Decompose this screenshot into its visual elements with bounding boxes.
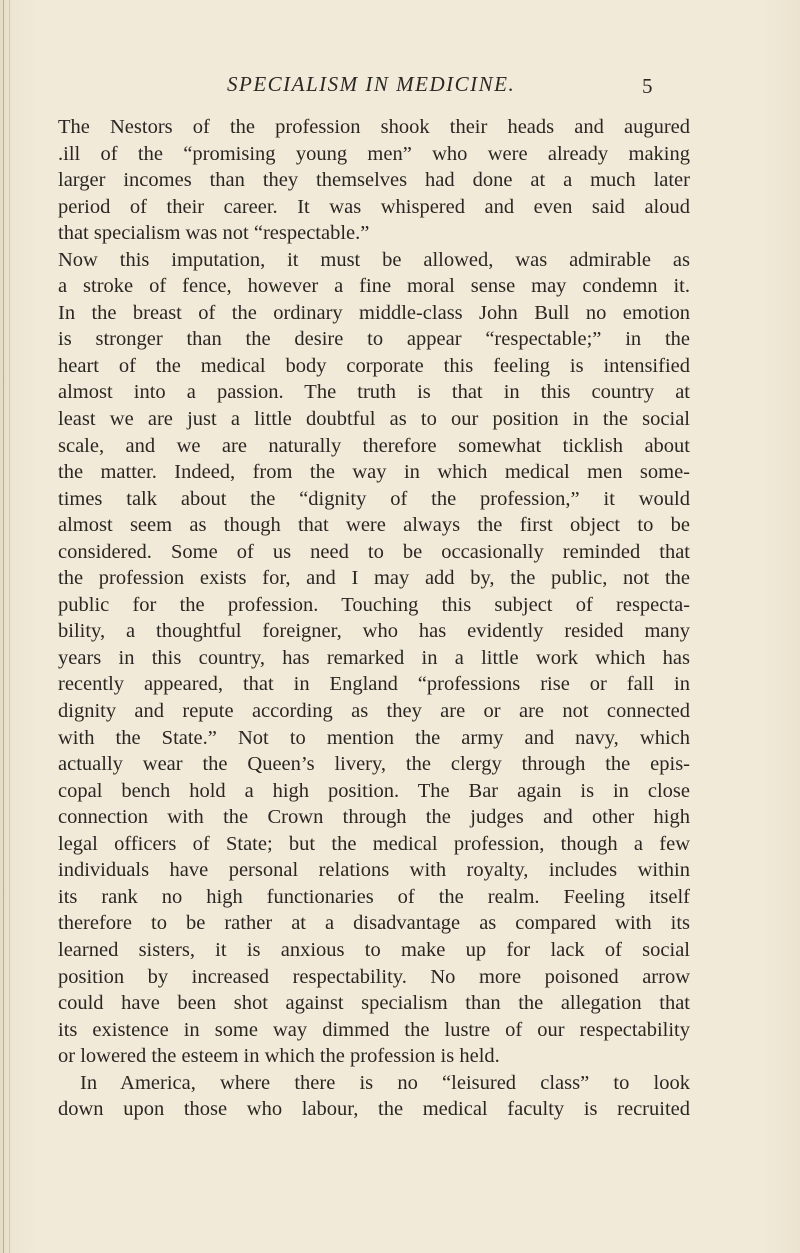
text-line: its existence in some way dimmed the lustre of our respectability bbox=[58, 1018, 690, 1041]
text-line: almost seem as though that were always the first object to be bbox=[58, 514, 690, 537]
text-line: learned sisters, it is anxious to make up for lack of social bbox=[58, 938, 690, 961]
text-line: the profession exists for, and I may add by, the public, not the bbox=[58, 567, 690, 590]
text-line: least we are just a little doubtful as to our position in the social bbox=[58, 408, 690, 431]
page-number: 5 bbox=[642, 74, 653, 98]
binding-edge-line bbox=[3, 0, 4, 1253]
text-line: scale, and we are naturally therefore somewhat ticklish about bbox=[58, 434, 690, 457]
text-line: In America, where there is no “leisured class” to look bbox=[80, 1071, 690, 1094]
text-line: is stronger than the desire to appear “respectable;” in the bbox=[58, 328, 690, 351]
text-line: considered. Some of us need to be occasionally reminded that bbox=[58, 540, 690, 563]
text-line: connection with the Crown through the judges and other high bbox=[58, 806, 690, 829]
text-line: down upon those who labour, the medical faculty is recruited bbox=[58, 1098, 690, 1121]
binding-edge-line-secondary bbox=[9, 0, 10, 1253]
text-line: years in this country, has remarked in a little work which has bbox=[58, 646, 690, 669]
text-line: therefore to be rather at a disadvantage as compared with its bbox=[58, 912, 690, 935]
running-head-title: SPECIALISM IN MEDICINE. bbox=[227, 72, 516, 96]
text-line: or lowered the esteem in which the profession is held. bbox=[58, 1045, 500, 1068]
text-line: dignity and repute according as they are or are not connected bbox=[58, 700, 690, 723]
text-line: period of their career. It was whispered and even said aloud bbox=[58, 195, 690, 218]
text-line: The Nestors of the profession shook their heads and augured bbox=[58, 116, 690, 138]
running-head bbox=[0, 72, 800, 102]
text-line: Now this imputation, it must be allowed, was admirable as bbox=[58, 248, 690, 271]
text-line: almost into a passion. The truth is that in this country at bbox=[58, 381, 690, 404]
text-line: recently appeared, that in England “professions rise or fall in bbox=[58, 673, 690, 696]
text-line: bility, a thoughtful foreigner, who has evidently resided many bbox=[58, 620, 690, 643]
text-line: legal officers of State; but the medical profession, though a few bbox=[58, 832, 690, 855]
text-line: individuals have personal relations with royalty, includes within bbox=[58, 859, 690, 882]
text-line: larger incomes than they themselves had done at a much later bbox=[58, 169, 690, 192]
text-line: the matter. Indeed, from the way in which medical men some- bbox=[58, 461, 690, 484]
text-line: heart of the medical body corporate this feeling is intensified bbox=[58, 354, 690, 377]
text-line: with the State.” Not to mention the army and navy, which bbox=[58, 726, 690, 749]
text-line: .ill of the “promising young men” who were already making bbox=[58, 142, 690, 165]
text-line: public for the profession. Touching this subject of respecta- bbox=[58, 593, 690, 616]
text-line: actually wear the Queen’s livery, the clergy through the epis- bbox=[58, 753, 690, 776]
body-text bbox=[58, 114, 690, 1123]
text-line: In the breast of the ordinary middle-class John Bull no emotion bbox=[58, 301, 690, 324]
text-line: that specialism was not “respectable.” bbox=[58, 222, 370, 245]
text-line: a stroke of fence, however a fine moral sense may condemn it. bbox=[58, 275, 690, 298]
text-line: times talk about the “dignity of the profession,” it would bbox=[58, 487, 690, 510]
text-line: position by increased respectability. No more poisoned arrow bbox=[58, 965, 690, 988]
text-line: its rank no high functionaries of the realm. Feeling itself bbox=[58, 885, 690, 908]
text-line: could have been shot against specialism than the allegation that bbox=[58, 992, 690, 1015]
text-line: copal bench hold a high position. The Bar again is in close bbox=[58, 779, 690, 802]
